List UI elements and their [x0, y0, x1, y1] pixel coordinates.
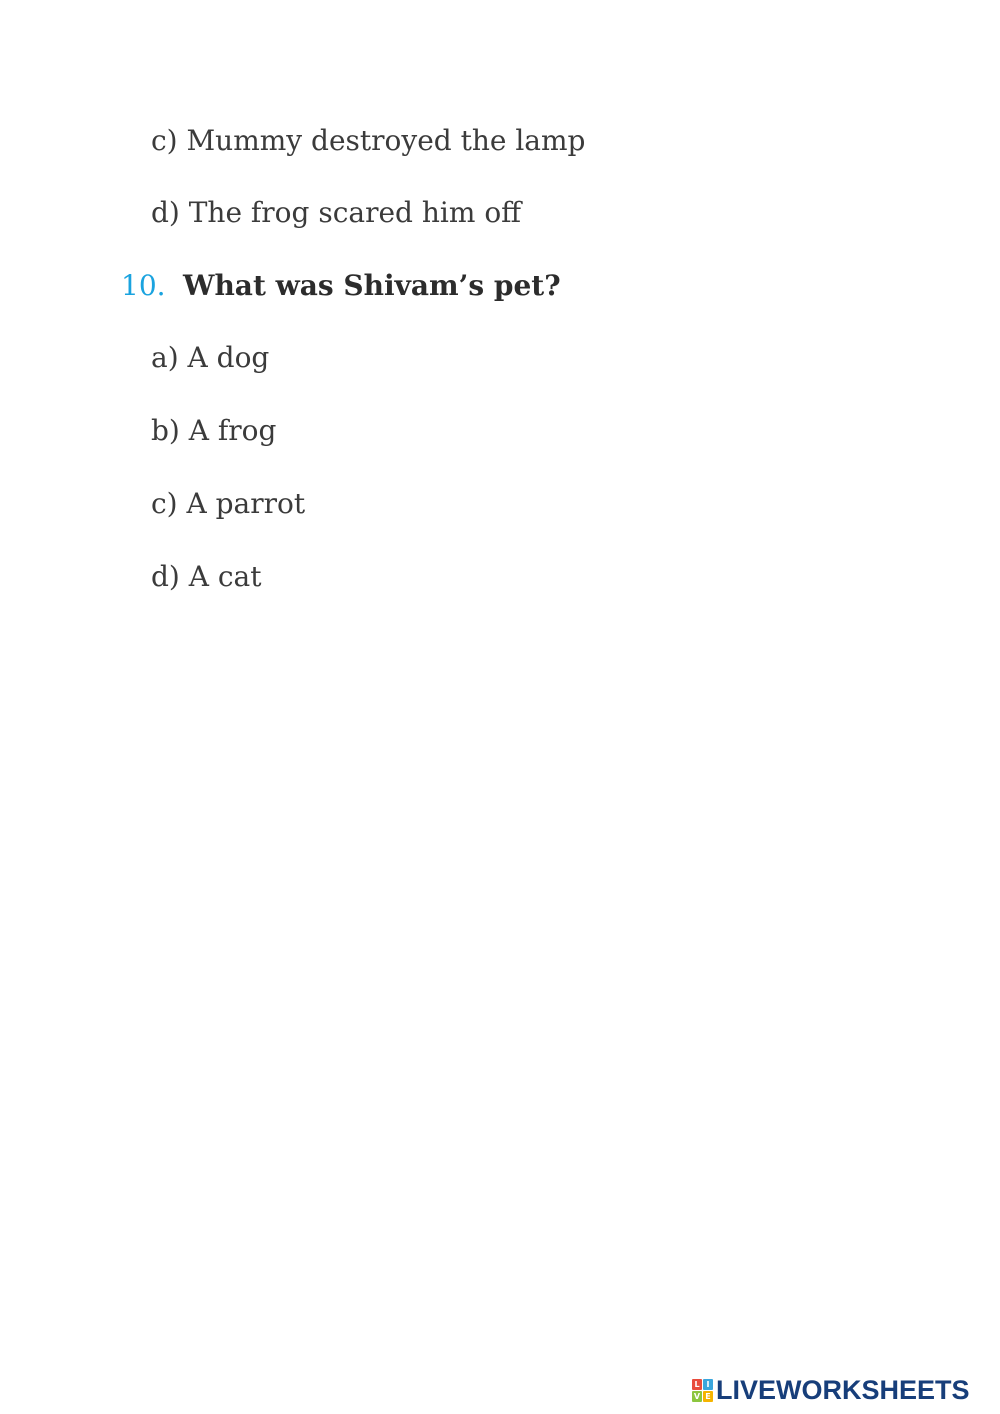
logo-mark-i: I	[703, 1379, 713, 1390]
option-a: a) A dog	[151, 341, 270, 374]
logo-mark-v: V	[693, 1391, 701, 1401]
prev-option-d: d) The frog scared him off	[151, 196, 522, 229]
liveworksheets-logo	[692, 1374, 970, 1406]
logo-mark-e: E	[703, 1391, 713, 1402]
option-c: c) A parrot	[151, 487, 306, 520]
option-d: d) A cat	[151, 560, 262, 593]
question-number: 10.	[121, 269, 166, 302]
liveworksheets-logo-icon	[692, 1379, 713, 1402]
question-text: What was Shivam’s pet?	[183, 269, 561, 302]
question-10	[121, 269, 561, 303]
option-b: b) A frog	[151, 414, 277, 447]
logo-mark-l: L	[692, 1379, 702, 1390]
logo-text: LIVEWORKSHEETS	[716, 1375, 970, 1405]
prev-option-c: c) Mummy destroyed the lamp	[151, 124, 586, 157]
